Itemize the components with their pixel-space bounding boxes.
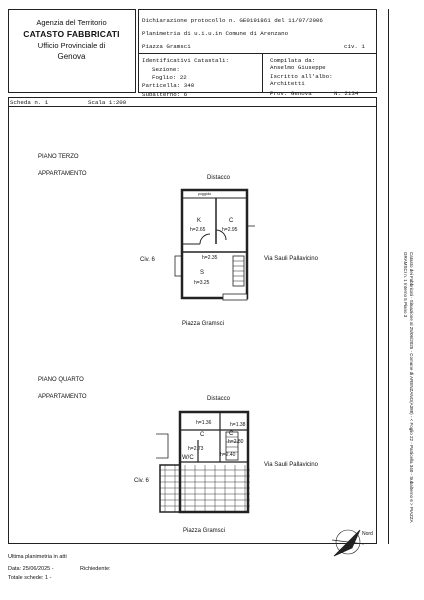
sezione: Sezione: — [152, 66, 180, 73]
quarto-civ: Civ. 6 — [134, 478, 149, 484]
terzo-piazza: Piazza Gramsci — [182, 321, 225, 327]
terrace-hatch — [160, 465, 250, 512]
particella: Particella: 340 — [142, 82, 195, 89]
piano-terzo-title: PIANO TERZO — [38, 154, 79, 160]
north-arrow — [332, 530, 364, 556]
piano-terzo-sub: APPARTAMENTO — [38, 171, 87, 177]
quarto-piazza: Piazza Gramsci — [183, 528, 226, 534]
subalterno: Subalterno: 6 — [142, 91, 188, 98]
window — [223, 294, 247, 300]
indirizzo: Piazza Gramsci — [142, 43, 191, 50]
room-k-height: h=2.65 — [190, 227, 206, 233]
terzo-civ: Civ. 6 — [140, 257, 155, 263]
identificativi-label: Identificativi Catastali: — [142, 57, 229, 64]
quarto-distacco: Distacco — [207, 396, 231, 402]
iscritto-val: Architetti — [270, 80, 305, 87]
dichiarazione: Dichiarazione protocollo n. GE0191861 del 11/07/2006 — [142, 17, 323, 24]
room-s-height: h=3.25 — [194, 280, 210, 286]
piano-quarto-sub: APPARTAMENTO — [38, 394, 87, 400]
terzo-via: Via Sauli Pallavicino — [264, 256, 318, 262]
agency-line2: CATASTO FABBRICATI — [23, 29, 120, 39]
ultima-planimetria: Ultima planimetria in atti — [8, 554, 67, 560]
corridor-height: h=2.35 — [202, 255, 218, 261]
room-c2: C — [229, 431, 234, 437]
room-s: S — [200, 270, 205, 276]
room-c-height: h=2.95 — [222, 227, 238, 233]
room-c2-height: h=2.80 — [228, 439, 244, 445]
door-arc — [200, 234, 210, 244]
numero: N. 2134 — [334, 90, 359, 97]
nord-label: Nord — [362, 531, 373, 537]
scala: Scala 1:200 — [88, 99, 127, 106]
footer-richiedente: Richiedente: — [80, 566, 111, 572]
room-k: K — [197, 218, 202, 224]
room-a-height: h=1.36 — [196, 420, 212, 426]
compilata-nome: Anselmo Giuseppe — [270, 64, 326, 71]
compilata-label: Compilata da: — [270, 57, 316, 64]
room-wc: W/C — [182, 455, 194, 461]
room-c: C — [229, 218, 234, 224]
agency-line4: Genova — [57, 52, 86, 61]
side-divider — [388, 9, 390, 544]
quarto-via: Via Sauli Pallavicino — [264, 462, 318, 468]
iscritto-label: Iscritto all'albo: — [270, 73, 333, 80]
room-b-height: h=1.38 — [230, 422, 246, 428]
room-d-height: h=2.73 — [188, 446, 204, 452]
foglio: Foglio: 22 — [152, 74, 187, 81]
piano-terzo-plan — [175, 190, 255, 300]
agency-line3: Ufficio Provinciale di — [37, 41, 106, 50]
side-volume — [156, 434, 168, 458]
provincia: Prov. Genova — [270, 90, 312, 97]
room-e-height: h=2.40 — [220, 452, 236, 458]
civico: civ. 1 — [344, 43, 365, 50]
scheda: Scheda n. 1 — [10, 99, 49, 106]
poggiolo-label: poggiolo — [198, 192, 212, 196]
footer-data: Data: 25/06/2025 - — [8, 566, 54, 572]
footer-totale: Totale schede: 1 - — [8, 575, 52, 581]
planimetria: Planimetria di u.i.u.in Comune di Arenzano — [142, 30, 289, 37]
side-caption: Catasto dei Fabbricati - Situazione al 25/06/2025 - Comune di ARENZANO(A388) - < Foglio 22 - Particella 340 - Subalterno 6 > PIAZZA GRAMSCI n. 1 Interno 5 Piano 3 — [403, 252, 414, 523]
agency-line1: Agenzia del Territorio — [36, 18, 107, 27]
room-c1: C — [200, 432, 205, 438]
piano-quarto-title: PIANO QUARTO — [38, 377, 84, 383]
terrace-wall — [160, 465, 180, 512]
stair-steps — [233, 261, 244, 281]
terzo-distacco: Distacco — [207, 175, 231, 181]
